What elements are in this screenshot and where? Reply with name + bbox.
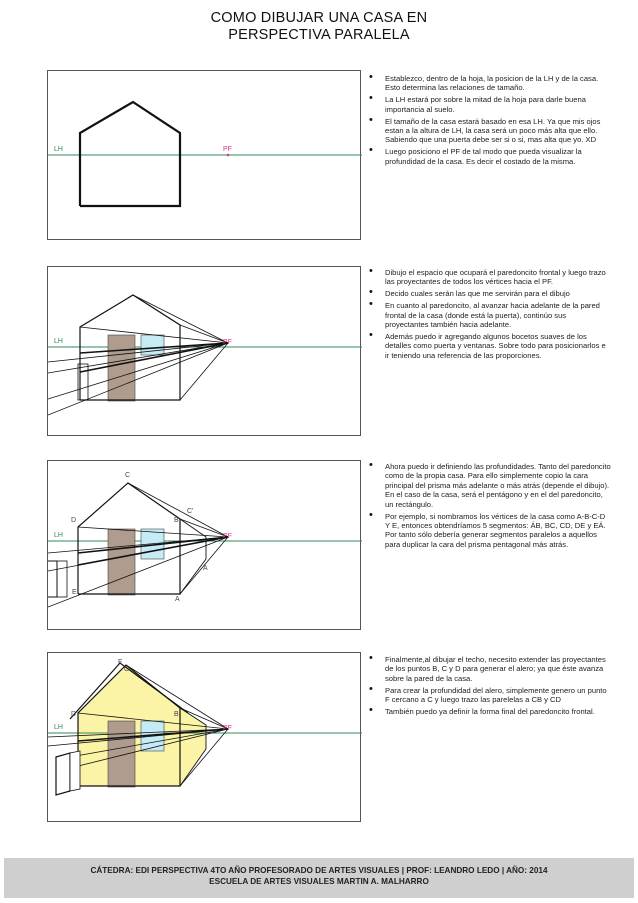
step-4-bullet: • Para crear la profundidad del alero, simplemente genero un punto F cercano a C y luego trazo las parelelas a CB y CD bbox=[385, 686, 611, 705]
step-1-bullet: • Establezco, dentro de la hoja, la posicion de la LH y de la casa. Esto determina las relaciones de tamaño. bbox=[385, 74, 611, 93]
house-front-outline bbox=[80, 102, 180, 206]
footer-line-2: ESCUELA DE ARTES VISUALES MARTIN A. MALHARRO bbox=[209, 877, 429, 886]
step-1-bullet: • Luego posiciono el PF de tal modo que pueda visualizar la profundidad de la casa. Es decir el costado de la misma. bbox=[385, 147, 611, 166]
small-wall-front bbox=[48, 561, 57, 597]
step-2-bullet: • Además puedo ir agregando algunos bocetos suaves de los detalles como puerta y ventanas. Sobre todo para posicionarlos e ir teniendo una referencia de las proporciones. bbox=[385, 332, 611, 360]
house-side-fill bbox=[180, 708, 206, 786]
pf-label: PF bbox=[223, 533, 232, 540]
step-1-sketch bbox=[48, 71, 362, 241]
small-wall-depth bbox=[57, 561, 67, 597]
step-3-bullet: • Por ejemplo, si nombramos los vértices de la casa como A-B-C-D Y E, entonces obtendríamos 5 segmentos: ÁB, BC, CD, DE y EÁ. Por tanto sólo debería generar segmentos paralelos a aquellos para duplicar la cara del prisma pentagonal más atrás. bbox=[385, 512, 611, 550]
vertex-c-label: C bbox=[125, 472, 131, 479]
step-4-bullet: • También puedo ya definir la forma final del paredoncito frontal. bbox=[385, 707, 611, 716]
step-2-sketch bbox=[48, 267, 362, 437]
vertex-b-label: B bbox=[174, 517, 179, 524]
step-1-drawing bbox=[47, 70, 361, 240]
step-2-drawing bbox=[47, 266, 361, 436]
step-3-drawing bbox=[47, 460, 361, 630]
footer-line-1: CÁTEDRA: EDI PERSPECTIVA 4TO AÑO PROFESORADO DE ARTES VISUALES | PROF: LEANDRO LEDO | AÑO: 2014 bbox=[90, 866, 548, 875]
title-line-1: COMO DIBUJAR UNA CASA EN bbox=[210, 10, 428, 26]
step-2-bullet: • Dibujo el espacio que ocupará el paredoncito frontal y luego trazo las proyectantes de todos los vértices hacia el PF. bbox=[385, 268, 611, 287]
step-4-notes bbox=[367, 655, 611, 719]
lh-label: LH bbox=[54, 146, 63, 153]
step-2-notes bbox=[367, 268, 611, 363]
small-wall-front bbox=[56, 753, 70, 795]
vertex-d-label: D bbox=[71, 711, 77, 718]
door-sketch bbox=[108, 335, 135, 401]
door-sketch bbox=[108, 529, 135, 595]
lh-label: LH bbox=[54, 532, 63, 539]
vanishing-point bbox=[227, 154, 230, 157]
step-2-bullet: • En cuanto al paredoncito, al avanzar hacia adelante de la pared frontal de la casa (donde está la puerta), continúo sus proyectantes también hacia adelante. bbox=[385, 301, 611, 329]
vertex-c-prime-label: C' bbox=[187, 508, 194, 515]
footer-bar bbox=[4, 858, 634, 898]
lh-label: LH bbox=[54, 338, 63, 345]
house-depth-outline bbox=[180, 519, 206, 594]
step-4-sketch bbox=[48, 653, 362, 823]
small-wall-depth bbox=[70, 751, 80, 791]
step-3-sketch bbox=[48, 461, 362, 631]
step-1-bullet: • La LH estará por sobre la mitad de la hoja para darle buena importancia al suelo. bbox=[385, 95, 611, 114]
step-3-bullet: • Ahora puedo ir definiendo las profundidades. Tanto del paredoncito como de la propia casa. Para ello simplemente copio la cara principal del prisma más adelante o más atrás (depende el dibujo). En el caso de la casa, será el pentágono y en el del paredoncito, un rectángulo. bbox=[385, 462, 611, 509]
step-2-bullet: • Decido cuales serán las que me servirán para el dibujo bbox=[385, 289, 611, 298]
step-1-bullet: • El tamaño de la casa estará basado en esa LH. Ya que mis ojos estan a la altura de LH, la casa será un poco más alta que ello. Sabiendo que una puerta debe ser si o si, mas alta que yo. XD bbox=[385, 117, 611, 145]
vertex-a-prime-label: A bbox=[203, 565, 208, 572]
vertex-e-label: E bbox=[72, 589, 77, 596]
pf-label: PF bbox=[223, 146, 232, 153]
pf-label: PF bbox=[223, 339, 232, 346]
step-1-notes bbox=[367, 74, 611, 169]
pf-label: PF bbox=[223, 725, 232, 732]
page-title bbox=[0, 10, 638, 44]
title-line-2: PERSPECTIVA PARALELA bbox=[228, 27, 410, 43]
vertex-c-label: C bbox=[124, 666, 130, 673]
door-sketch bbox=[108, 721, 135, 787]
vertex-a-label: A bbox=[175, 596, 180, 603]
vertex-b-label: B bbox=[174, 711, 179, 718]
step-4-drawing bbox=[47, 652, 361, 822]
step-4-bullet: • Finalmente,al dibujar el techo, necesito extender las proyectantes de los puntos B, C y D para generar el alero; ya que éste avanza sobre la pared de la casa. bbox=[385, 655, 611, 683]
vertex-f-label: F bbox=[118, 659, 123, 666]
projection-lines bbox=[48, 295, 228, 415]
step-3-notes bbox=[367, 462, 611, 552]
vertex-d-label: D bbox=[71, 517, 77, 524]
lh-label: LH bbox=[54, 724, 63, 731]
